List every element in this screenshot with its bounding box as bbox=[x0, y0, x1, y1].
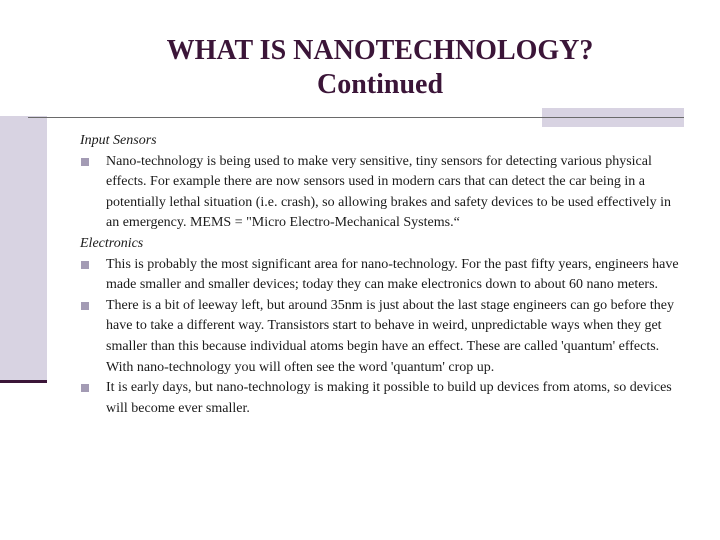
section-heading-electronics: Electronics bbox=[80, 235, 144, 251]
bullet-item bbox=[80, 255, 684, 296]
square-bullet-icon bbox=[81, 302, 89, 310]
square-bullet-icon bbox=[81, 384, 89, 392]
bullet-item bbox=[80, 152, 684, 234]
slide-title-line-1: WHAT IS NANOTECHNOLOGY? bbox=[166, 35, 594, 66]
section-heading-input-sensors: Input Sensors bbox=[80, 133, 157, 148]
bullet-text: This is probably the most significant area for nano-technology. For the past fifty years, engineers have made smaller and smaller devices; today they can make electronics down to about 60 nano meters. bbox=[106, 256, 679, 293]
decorative-side-bar-edge bbox=[0, 380, 47, 383]
bullet-text: It is early days, but nano-technology is making it possible to build up devices from atoms, so devices will become ever smaller. bbox=[106, 380, 672, 416]
slide-body bbox=[80, 131, 684, 419]
decorative-side-bar bbox=[0, 116, 47, 380]
slide-title-line-2: Continued bbox=[316, 69, 444, 100]
square-bullet-icon bbox=[81, 261, 89, 269]
bullet-item bbox=[80, 296, 684, 378]
bullet-text: There is a bit of leeway left, but around 35nm is just about the last stage engineers can go before they have to take a different way. Transistors start to behave in weird, unpredictable ways when they get smaller than this because individual atoms begin have an effect. These are called 'quantum' effects. With nano-technology you will often see the word 'quantum' crop up. bbox=[106, 297, 674, 375]
title-divider bbox=[28, 117, 684, 118]
bullet-item bbox=[80, 378, 684, 419]
square-bullet-icon bbox=[81, 158, 89, 166]
bullet-text: Nano-technology is being used to make very sensitive, tiny sensors for detecting various physical effects. For example there are now sensors used in modern cars that can detect the car being in a potentially lethal situation (i.e. crash), so allowing brakes and safety devices to be used effectively in an emergency. MEMS = "Micro Electro-Mechanical Systems.“ bbox=[106, 153, 672, 231]
slide-title bbox=[60, 34, 700, 102]
